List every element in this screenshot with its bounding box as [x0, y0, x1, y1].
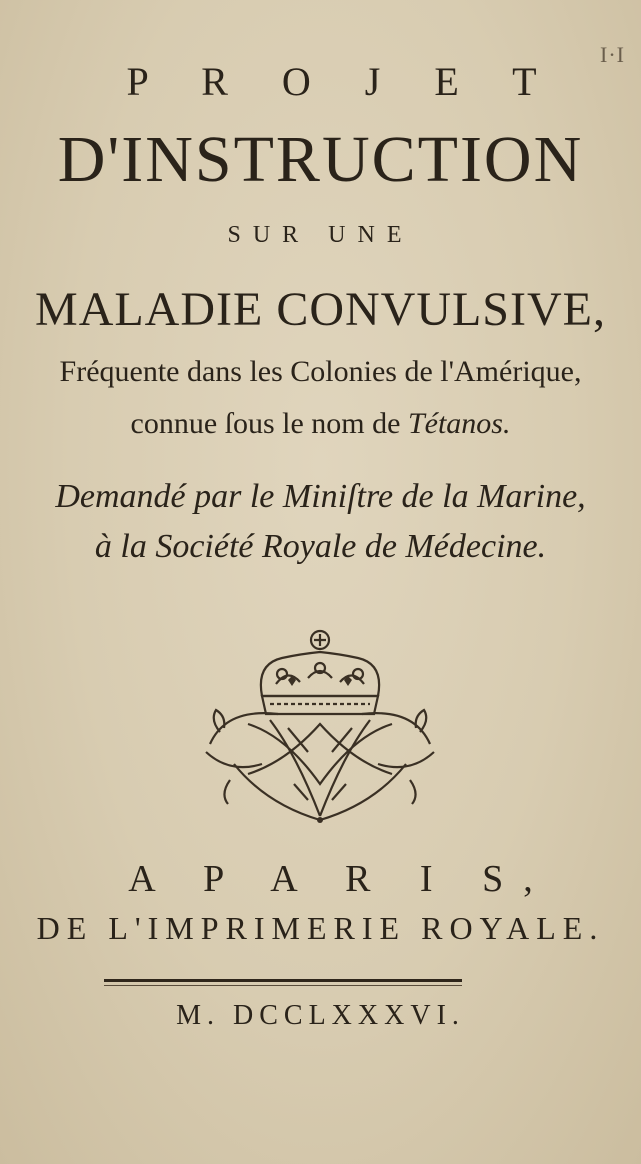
subtitle-line-1: Fréquente dans les Colonies de l'Amérique, — [59, 355, 582, 388]
imprint-date: M. DCCLXXXVI. — [176, 1000, 465, 1031]
title-projet: P R O J E T — [126, 59, 559, 104]
commission-line-2: à la Société Royale de Médecine. — [94, 528, 547, 565]
subtitle-line-2-text: connue ſous le nom de — [130, 407, 408, 440]
title-sur-une: SUR UNE — [227, 222, 414, 248]
imprint-printer: DE L'IMPRIMERIE ROYALE. — [36, 910, 605, 946]
imprint-rule — [104, 979, 462, 987]
margin-mark: I·I — [600, 42, 625, 67]
subtitle-line-2 — [0, 407, 641, 441]
commission-line-1: Demandé par le Miniſtre de la Marine, — [55, 478, 586, 515]
royal-emblem-icon — [196, 624, 444, 830]
subtitle-tetanos: Tétanos. — [407, 407, 511, 440]
imprint-city: A P A R I S, — [128, 858, 553, 900]
title-maladie: MALADIE CONVULSIVE, — [35, 283, 606, 336]
title-instruction: D'INSTRUCTION — [57, 123, 584, 196]
